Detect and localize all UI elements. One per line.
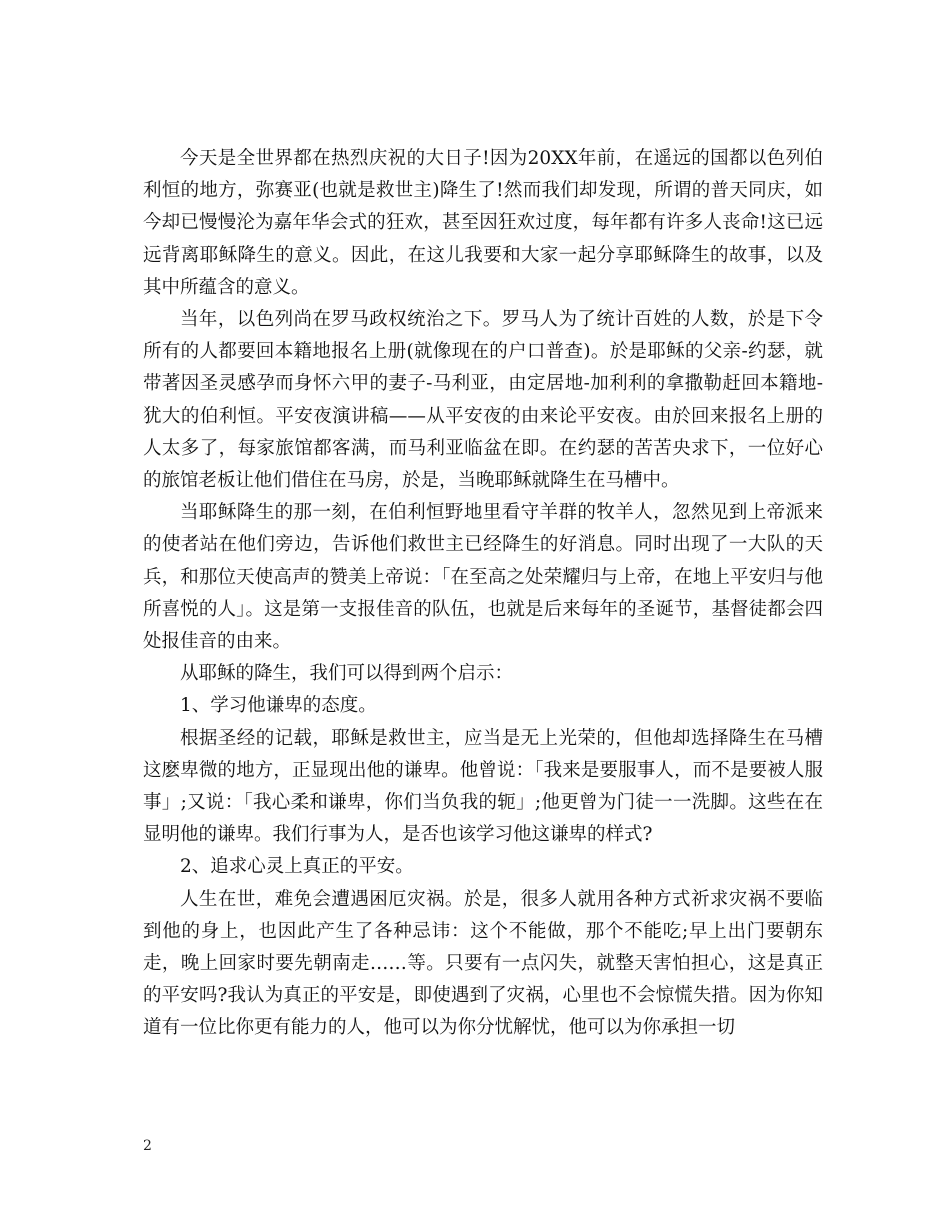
document-body	[143, 143, 823, 1045]
paragraph-4: 从耶稣的降生，我们可以得到两个启示：	[180, 663, 514, 685]
page-number: 2	[143, 1138, 152, 1154]
paragraph-1: 今天是全世界都在热烈庆祝的大日子!因为20XX年前，在遥远的国都以色列伯利恒的地方，弥赛亚(也就是救世主)降生了!然而我们却发现，所谓的普天同庆，如今却已慢慢沦为嘉年华会式的狂欢，甚至因狂欢过度，每年都有许多人丧命!这已远远背离耶稣降生的意义。因此，在这儿我要和大家一起分享耶稣降生的故事，以及其中所蕴含的意义。	[143, 148, 823, 298]
paragraph-8: 人生在世，难免会遭遇困厄灾祸。於是，很多人就用各种方式祈求灾祸不要临到他的身上，也因此产生了各种忌讳：这个不能做，那个不能吃;早上出门要朝东走，晚上回家时要先朝南走……等。只要有一点闪失，就整天害怕担心，这是真正的平安吗?我认为真正的平安是，即使遇到了灾祸，心里也不会惊慌失措。因为你知道有一位比你更有能力的人，他可以为你分忧解忧，他可以为你承担一切	[143, 888, 823, 1039]
paragraph-6: 根据圣经的记载，耶稣是救世主，应当是无上光荣的，但他却选择降生在马槽这麽卑微的地方，正显现出他的谦卑。他曾说：「我来是要服事人，而不是要被人服事」;又说：「我心柔和谦卑，你们当负我的轭」;他更曾为门徒一一洗脚。这些在在显明他的谦卑。我们行事为人，是否也该学习他这谦卑的样式?	[143, 727, 823, 846]
paragraph-5-heading: 1、学习他谦卑的态度。	[180, 695, 377, 717]
paragraph-7-heading: 2、追求心灵上真正的平安。	[180, 856, 414, 878]
paragraph-3: 当耶稣降生的那一刻，在伯利恒野地里看守羊群的牧羊人，忽然见到上帝派来的使者站在他们旁边，告诉他们救世主已经降生的好消息。同时出现了一大队的天兵，和那位天使高声的赞美上帝说：「在至高之处荣耀归与上帝，在地上平安归与他所喜悦的人」。这是第一支报佳音的队伍，也就是后来每年的圣诞节，基督徒都会四处报佳音的由来。	[143, 502, 823, 653]
paragraph-2: 当年，以色列尚在罗马政权统治之下。罗马人为了统计百姓的人数，於是下令所有的人都要回本籍地报名上册(就像现在的户口普查)。於是耶稣的父亲-约瑟，就带著因圣灵感孕而身怀六甲的妻子-马利亚，由定居地-加利利的拿撒勒赶回本籍地-犹大的伯利恒。平安夜演讲稿——从平安夜的由来论平安夜。由於回来报名上册的人太多了，每家旅馆都客满，而马利亚临盆在即。在约瑟的苦苦央求下，一位好心的旅馆老板让他们借住在马房，於是，当晚耶稣就降生在马槽中。	[143, 309, 823, 492]
